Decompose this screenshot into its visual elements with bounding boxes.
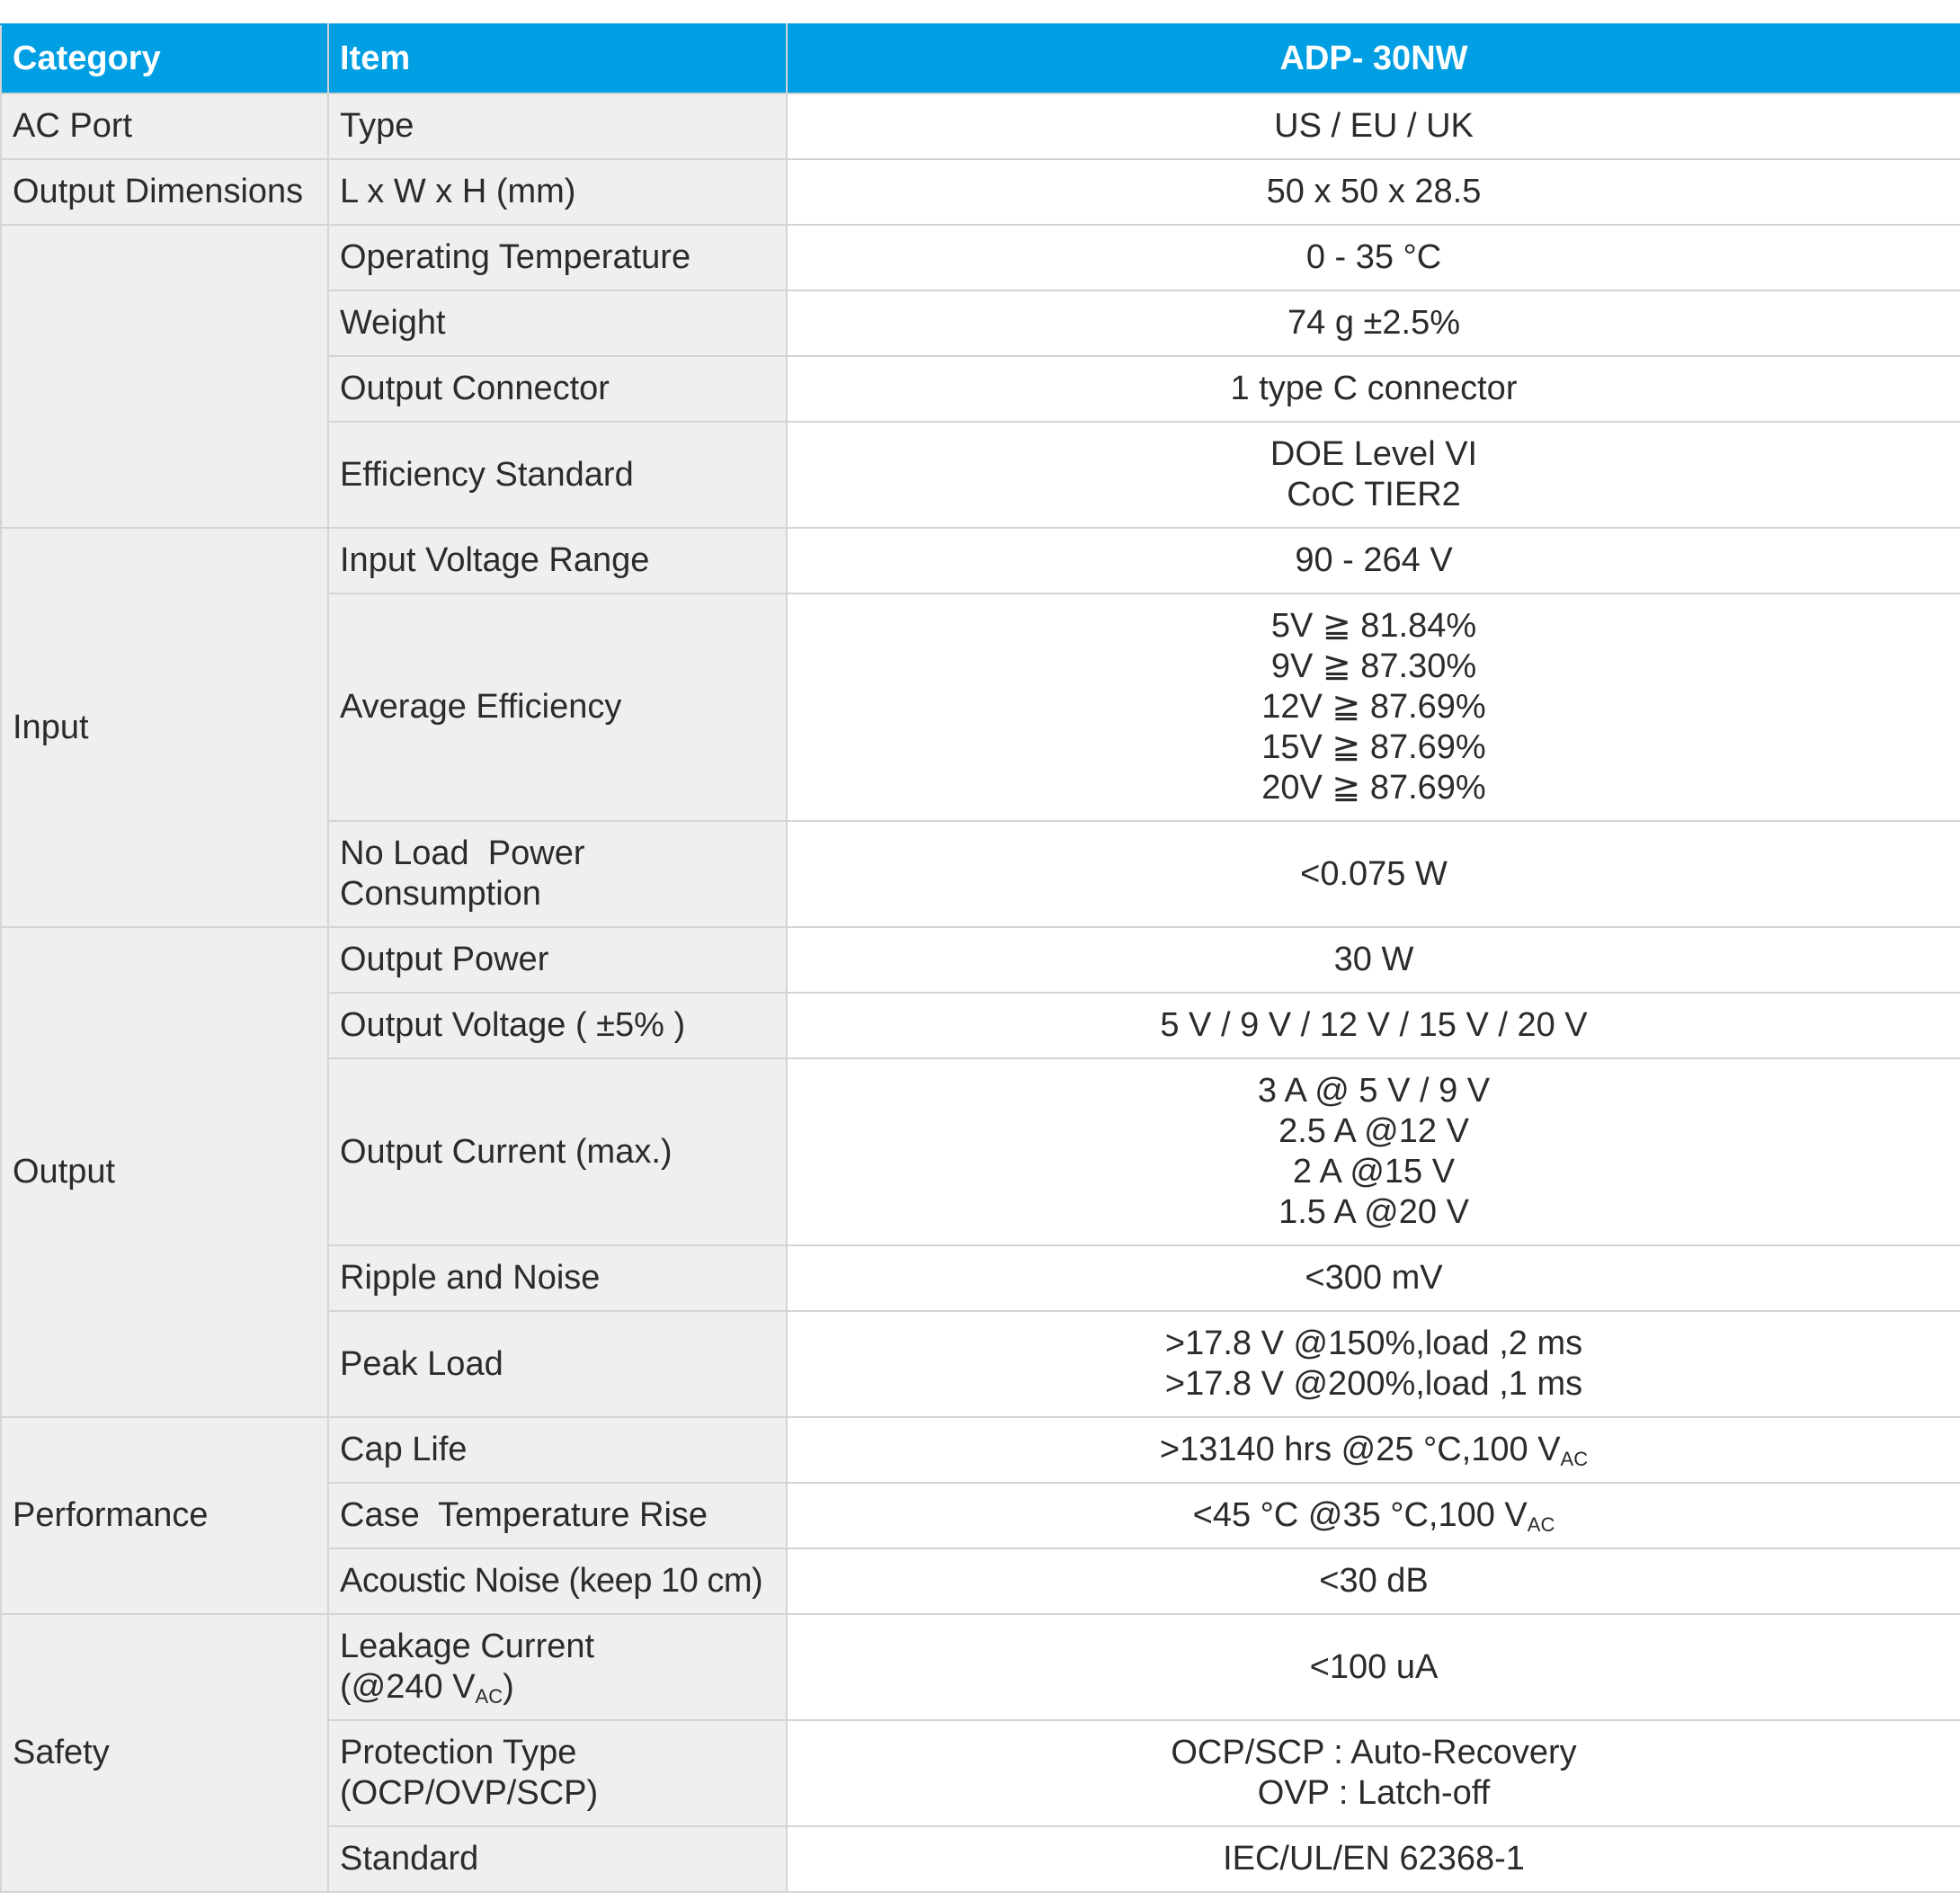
- value-line: OVP : Latch-off: [1257, 1774, 1491, 1812]
- table-row: [1, 225, 1960, 290]
- item-cell: L x W x H (mm): [328, 159, 787, 225]
- value-line: DOE Level VI: [1270, 435, 1478, 473]
- value-line: >17.8 V @200%,load ,1 ms: [1164, 1365, 1583, 1403]
- item-cell: Efficiency Standard: [328, 422, 787, 528]
- category-cell: Output: [1, 927, 328, 1417]
- header-model: ADP- 30NW: [787, 24, 1960, 94]
- category-cell: Output Dimensions: [1, 159, 328, 225]
- item-line: [340, 1667, 775, 1708]
- value-line: CoC TIER2: [1287, 476, 1461, 513]
- item-cell: Input Voltage Range: [328, 528, 787, 593]
- value-cell: [787, 593, 1960, 821]
- item-cell: Weight: [328, 290, 787, 356]
- subscript-ac: AC: [1560, 1448, 1589, 1470]
- value-line: 9V ≧ 87.30%: [1270, 647, 1477, 685]
- header-item: Item: [328, 24, 787, 94]
- value-line: 5V ≧ 81.84%: [1270, 607, 1477, 645]
- category-cell: AC Port: [1, 94, 328, 159]
- value-text: >13140 hrs @25 °C,100 V: [1159, 1431, 1561, 1468]
- subscript-ac: AC: [475, 1685, 503, 1708]
- category-cell: Safety: [1, 1614, 328, 1892]
- value-cell: 30 W: [787, 927, 1960, 993]
- item-cell: Cap Life: [328, 1417, 787, 1483]
- item-cell: Peak Load: [328, 1311, 787, 1417]
- item-text: ): [503, 1668, 514, 1706]
- value-line: 15V ≧ 87.69%: [1261, 728, 1486, 766]
- value-cell: <300 mV: [787, 1245, 1960, 1311]
- header-row: [1, 24, 1960, 94]
- item-cell: Output Voltage ( ±5% ): [328, 993, 787, 1058]
- value-cell: <30 dB: [787, 1548, 1960, 1614]
- value-cell: [787, 1483, 1960, 1548]
- table-row: [1, 94, 1960, 159]
- value-cell: [787, 1417, 1960, 1483]
- item-cell: Output Current (max.): [328, 1058, 787, 1245]
- table-row: [1, 1614, 1960, 1720]
- value-text: <45 °C @35 °C,100 V: [1192, 1496, 1528, 1534]
- item-cell: [328, 1720, 787, 1826]
- item-line: (OCP/OVP/SCP): [340, 1774, 599, 1812]
- item-cell: [328, 821, 787, 927]
- value-cell: IEC/UL/EN 62368-1: [787, 1826, 1960, 1892]
- item-cell: Output Power: [328, 927, 787, 993]
- value-line: 2.5 A @12 V: [1278, 1112, 1469, 1150]
- value-line: 20V ≧ 87.69%: [1261, 769, 1486, 807]
- header-category: Category: [1, 24, 328, 94]
- table-row: [1, 1417, 1960, 1483]
- item-cell: [328, 1614, 787, 1720]
- subscript-ac: AC: [1527, 1513, 1555, 1536]
- item-line: No Load Power: [340, 834, 585, 872]
- value-cell: <0.075 W: [787, 821, 1960, 927]
- item-cell: Case Temperature Rise: [328, 1483, 787, 1548]
- item-cell: Type: [328, 94, 787, 159]
- value-cell: 50 x 50 x 28.5: [787, 159, 1960, 225]
- table-row: [1, 927, 1960, 993]
- value-line: 1.5 A @20 V: [1278, 1193, 1469, 1231]
- table-row: [1, 528, 1960, 593]
- spec-table: [0, 23, 1960, 1893]
- category-cell: Input: [1, 528, 328, 927]
- table-row: [1, 159, 1960, 225]
- value-cell: [787, 1720, 1960, 1826]
- value-line: 3 A @ 5 V / 9 V: [1257, 1072, 1491, 1110]
- item-cell: Average Efficiency: [328, 593, 787, 821]
- value-cell: <100 uA: [787, 1614, 1960, 1720]
- value-cell: [787, 1058, 1960, 1245]
- value-cell: [787, 422, 1960, 528]
- item-cell: Acoustic Noise (keep 10 cm): [328, 1548, 787, 1614]
- item-cell: Ripple and Noise: [328, 1245, 787, 1311]
- item-line: Leakage Current: [340, 1628, 595, 1665]
- value-line: 12V ≧ 87.69%: [1261, 688, 1486, 726]
- value-line: 2 A @15 V: [1292, 1153, 1456, 1191]
- category-cell: Performance: [1, 1417, 328, 1614]
- value-line: >17.8 V @150%,load ,2 ms: [1164, 1325, 1583, 1362]
- item-line: Protection Type: [340, 1734, 577, 1771]
- value-cell: 90 - 264 V: [787, 528, 1960, 593]
- item-text: (@240 V: [340, 1668, 476, 1706]
- value-cell: 74 g ±2.5%: [787, 290, 1960, 356]
- value-cell: [787, 1311, 1960, 1417]
- item-cell: Output Connector: [328, 356, 787, 422]
- item-cell: Operating Temperature: [328, 225, 787, 290]
- value-cell: 1 type C connector: [787, 356, 1960, 422]
- value-cell: 0 - 35 °C: [787, 225, 1960, 290]
- table-header: [1, 24, 1960, 94]
- item-line: Consumption: [340, 875, 541, 913]
- value-cell: 5 V / 9 V / 12 V / 15 V / 20 V: [787, 993, 1960, 1058]
- category-cell: [1, 225, 328, 528]
- value-line: OCP/SCP : Auto-Recovery: [1171, 1734, 1577, 1771]
- item-cell: Standard: [328, 1826, 787, 1892]
- value-cell: US / EU / UK: [787, 94, 1960, 159]
